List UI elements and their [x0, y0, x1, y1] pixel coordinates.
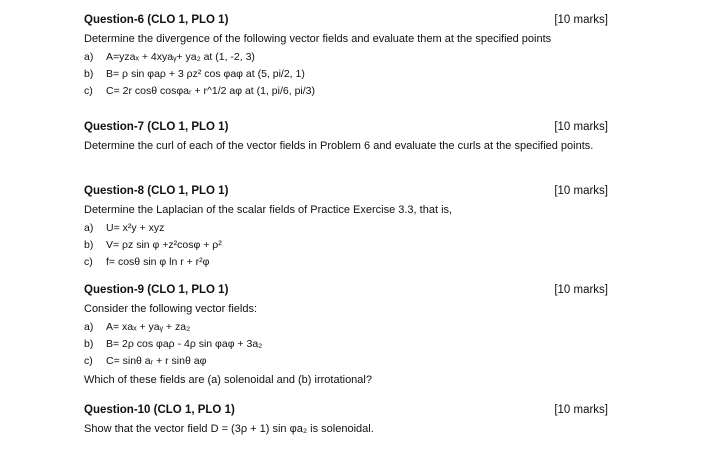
question-title: Question-7 (CLO 1, PLO 1)	[84, 121, 229, 133]
question-marks: [10 marks]	[554, 14, 608, 26]
item-label: b)	[84, 68, 94, 80]
question-header	[84, 14, 608, 29]
item-expression: B= 2ρ cos φaρ - 4ρ sin φaφ + 3a₂	[106, 338, 263, 350]
item-label: c)	[84, 355, 93, 367]
item-label: c)	[84, 85, 93, 97]
list-item	[84, 353, 608, 370]
question-header	[84, 121, 608, 136]
question-header	[84, 185, 608, 200]
item-label: a)	[84, 51, 94, 63]
question-title: Question-9 (CLO 1, PLO 1)	[84, 284, 229, 296]
question-title: Question-8 (CLO 1, PLO 1)	[84, 185, 229, 197]
question-marks: [10 marks]	[554, 284, 608, 296]
item-expression: C= 2r cosθ cosφaᵣ + r^1/2 aφ at (1, pi/6, pi/3)	[106, 85, 315, 97]
item-expression: V= ρz sin φ +z²cosφ + ρ²	[106, 239, 222, 251]
item-label: b)	[84, 338, 94, 350]
item-label: c)	[84, 256, 93, 268]
item-label: b)	[84, 239, 94, 251]
list-item	[84, 49, 608, 66]
item-expression: U= x²y + xyz	[106, 222, 165, 234]
item-list	[84, 220, 608, 271]
question-header	[84, 284, 608, 299]
list-item	[84, 336, 608, 353]
list-item	[84, 220, 608, 237]
item-label: a)	[84, 321, 94, 333]
question-9	[84, 284, 608, 388]
item-expression: A= xaₓ + yaᵧ + za₂	[106, 321, 191, 333]
question-marks: [10 marks]	[554, 404, 608, 416]
question-marks: [10 marks]	[554, 185, 608, 197]
question-marks: [10 marks]	[554, 121, 608, 133]
item-list	[84, 319, 608, 370]
question-title: Question-10 (CLO 1, PLO 1)	[84, 404, 235, 416]
item-expression: f= cosθ sin φ ln r + r²φ	[106, 256, 210, 268]
item-label: a)	[84, 222, 94, 234]
question-8	[84, 185, 608, 271]
question-text: Determine the curl of each of the vector fields in Problem 6 and evaluate the curls at the specified points.	[84, 140, 594, 152]
list-item	[84, 66, 608, 83]
list-item	[84, 319, 608, 336]
question-footer: Which of these fields are (a) solenoidal and (b) irrotational?	[84, 374, 372, 386]
question-text: Determine the Laplacian of the scalar fields of Practice Exercise 3.3, that is,	[84, 204, 453, 216]
list-item	[84, 83, 608, 100]
question-7	[84, 121, 608, 154]
question-title: Question-6 (CLO 1, PLO 1)	[84, 14, 229, 26]
question-10	[84, 404, 608, 437]
item-expression: A=yzaₓ + 4xyaᵧ+ ya₂ at (1, -2, 3)	[106, 51, 255, 63]
list-item	[84, 237, 608, 254]
item-expression: B= ρ sin φaρ + 3 ρz² cos φaφ at (5, pi/2, 1)	[106, 68, 305, 80]
question-text: Consider the following vector fields:	[84, 303, 258, 315]
question-header	[84, 404, 608, 419]
question-text: Show that the vector field D = (3ρ + 1) sin φa₂ is solenoidal.	[84, 423, 374, 435]
list-item	[84, 254, 608, 271]
item-list	[84, 49, 608, 100]
question-6	[84, 14, 608, 100]
question-text: Determine the divergence of the following vector fields and evaluate them at the specified points	[84, 33, 552, 45]
item-expression: C= sinθ aᵣ + r sinθ aφ	[106, 355, 207, 367]
